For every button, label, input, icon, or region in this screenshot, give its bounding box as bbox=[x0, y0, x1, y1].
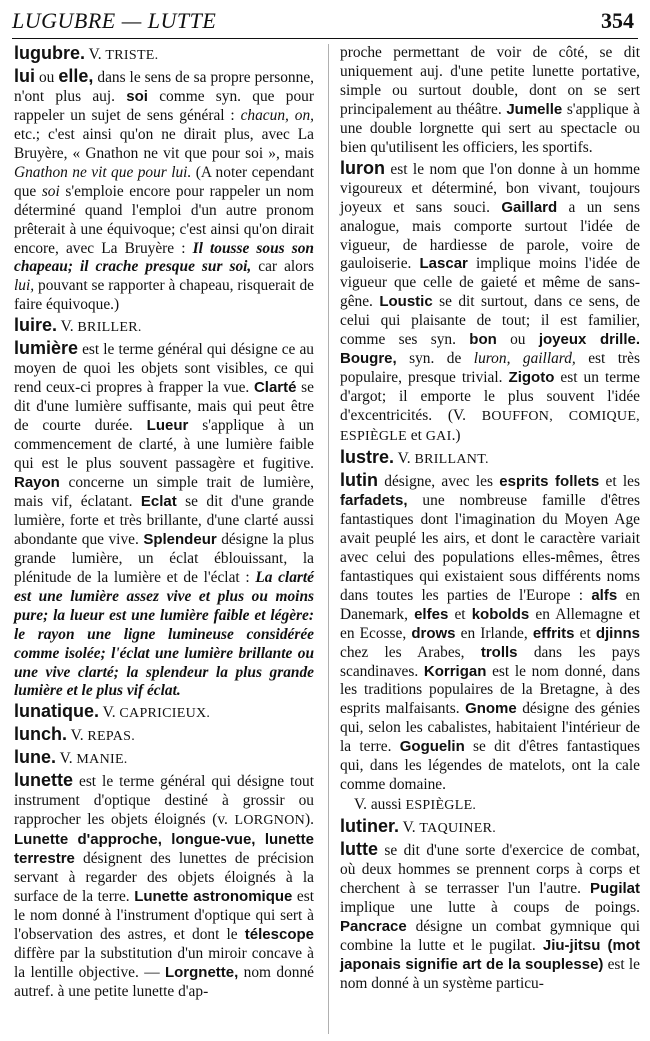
synonym: Lascar bbox=[419, 255, 468, 273]
running-head bbox=[12, 6, 638, 39]
synonym: Eclat bbox=[140, 492, 177, 510]
right-column bbox=[340, 44, 640, 995]
italic-term: chacun, on, bbox=[240, 106, 314, 124]
synonym: drows bbox=[411, 624, 456, 642]
synonym: Lueur bbox=[146, 417, 189, 435]
cross-reference: MANIE. bbox=[76, 752, 128, 768]
headword: lunch. bbox=[14, 724, 67, 745]
synonym: alfs bbox=[591, 586, 618, 604]
headword: elle, bbox=[58, 65, 94, 86]
cross-reference: LORGNON bbox=[234, 813, 306, 829]
synonym: Jiu-jitsu bbox=[542, 936, 601, 954]
entry-lunette-continued: proche permettant de voir de côté, se dit uniquement auj. d'une petite lunette portative, simple ou surtout double, dont on se sert principalement au théâtre. Jumelle s'applique à une double lorgnette qui sert au spectacle ou bien qu'utilisent les officiers, les sportifs. bbox=[340, 44, 640, 156]
synonym: kobolds bbox=[471, 605, 530, 623]
entry-lunatique: lunatique. V. CAPRICIEUX. bbox=[14, 701, 211, 722]
italic-term: lui, bbox=[14, 277, 35, 295]
italic-term: soi bbox=[41, 182, 60, 200]
synonym: Bougre, bbox=[340, 350, 397, 368]
entry-lutin: lutin désigne, avec les esprits follets et les farfadets, une nombreuse famille d'êtres fantastiques dont l'imagination du Moyen Age avait peuplé les airs, et dont le caractère variait avec celui des populations elles-mêmes, êtres fantastiques qui existaient sous différents noms dans toutes les parties de l'Europe : alfs en Danemark, elfes et kobolds en Allemagne et en Ecosse, drows en Irlande, effrits et djinns chez les Arabes, trolls dans les pays scandinaves. Korrigan est le nom donné, dans les traditions populaires de la Bretagne, à des esprits malfaisants. Gnome désigne des génies qui, selon les cabalistes, habitaient l'intérieur de la terre. Goguelin se dit d'êtres fantastiques qui, dans les légendes de matelots, ont la cale comme domaine. bbox=[340, 469, 641, 794]
headword: lugubre. bbox=[14, 43, 85, 63]
cross-reference: CAPRICIEUX. bbox=[119, 706, 211, 722]
synonym: farfadets, bbox=[340, 491, 408, 509]
entry-luron: luron est le nom que l'on donne à un homme vigoureux et déterminé, bon vivant, toujours joyeux et sans souci. Gaillard a un sens analogue, mais comporte surtout l'idée de vigueur, de hardiesse de parole, voire de gauloiserie. Lascar implique moins l'idée de vigueur que celle de gaieté et même de sans-gêne. Loustic se dit surtout, dans ce sens, de celui qui plaisante de tout; il est familier, comme ses syn. bon ou joyeux drille. Bougre, syn. de luron, gaillard, est très populaire, presque trivial. Zigoto est un terme d'argot; il emporte le plus souvent l'idée d'excentricités. (V. BOUFFON, COMIQUE, ESPIÈGLE et GAI.) bbox=[340, 157, 641, 445]
headword: lui bbox=[14, 65, 35, 86]
entry-lune: lune. V. MANIE. bbox=[14, 747, 128, 768]
synonym-note: (mot japonais signifie art de la souplesse) bbox=[340, 936, 640, 973]
synonym: soi bbox=[126, 87, 148, 105]
entry-lutiner: lutiner. V. TAQUINER. bbox=[340, 816, 497, 837]
synonym: Lunette astronomique bbox=[134, 887, 293, 905]
cross-reference: TAQUINER. bbox=[419, 821, 497, 837]
headword: luron bbox=[340, 157, 385, 178]
entry-luire: luire. V. BRILLER. bbox=[14, 315, 142, 336]
headword: lune. bbox=[14, 747, 57, 768]
headword: lutte bbox=[340, 839, 378, 860]
entry-lumiere: lumière est le terme général qui désigne ce au moyen de quoi les objets sont visibles, ce qui rend ceux-ci propres à frapper la vue. Clarté se dit d'une lumière suffisante, mais qui peut être de courte durée. Lueur s'applique à un commencement de clarté, à une lumière faible qui est le plus souvent passagère et fugitive. Rayon concerne un simple trait de lumière, mais vif, éclatant. Eclat se dit d'une grande lumière, forte et très brillante, d'une clarté aussi abondante que vive. Splendeur désigne la plus grande lumière, un éclat éblouissant, la plénitude de la lumière et de l'éclat : La clarté est une lumière assez vive et plus ou moins pure; la lueur est une lumière faible et légère: le rayon une ligne lumineuse considérée comme isolée; l'éclat une lumière brillante ou une vive clarté; la splendeur la plus grande lumière et le plus vif éclat. bbox=[14, 338, 314, 700]
entry-lunette: lunette est le terme général qui désigne tout instrument d'optique destiné à grossir ou rapprocher les objets éloignés (v. LORGNON). Lunette d'approche, longue-vue, lunette terrestre désignent des lunettes de précision servant à regarder des objets éloignés à la surface de la terre. Lunette astronomique est le nom donné à l'instrument d'optique qui sert à l'observation des astres, et dont le télescope diffère par la substitution d'un miroir concave à la lentille objective. — Lorgnette, nom donné autref. à une petite lunette d'ap- bbox=[14, 770, 314, 1000]
left-column bbox=[14, 44, 314, 1003]
cross-reference: GAI bbox=[425, 429, 452, 445]
synonym: Gaillard bbox=[501, 198, 558, 216]
synonym: Lunette d'approche, longue-vue, lunette terrestre bbox=[14, 831, 314, 868]
see-also: V. aussi ESPIÈGLE. bbox=[354, 796, 477, 814]
synonym: Loustic bbox=[379, 293, 433, 311]
synonym: effrits bbox=[532, 624, 575, 642]
example-quote: Il tousse sous son chapeau; il crache presque sur soi, bbox=[14, 239, 314, 276]
synonym: télescope bbox=[244, 925, 314, 943]
synonym: joyeux drille. bbox=[538, 331, 640, 349]
page-title: LUGUBRE — LUTTE bbox=[12, 8, 217, 33]
italic-quote: Gnathon ne vit que pour lui. bbox=[14, 163, 192, 181]
entry-lui: lui ou elle, dans le sens de sa propre personne, n'ont plus auj. soi comme syn. que pour rappeler un sujet de sens général : chacun, on, etc.; c'est ainsi qu'on ne dirait plus, avec La Bruyère, « Gnathon ne vit que pour soi », mais Gnathon ne vit que pour lui. (A noter cependant que soi s'emploie encore pour rappeler un nom déterminé quand l'emploi d'un autre pronom prêterait à une équivoque; c'est ainsi qu'on dirait encore, avec La Bruyère : Il tousse sous son chapeau; il crache presque sur soi, car alors lui, pouvant se rapporter à chapeau, risquerait de faire équivoque.) bbox=[14, 65, 315, 314]
cross-reference: BRILLANT. bbox=[414, 452, 489, 468]
headword: lunatique. bbox=[14, 701, 99, 722]
synonym: elfes bbox=[414, 605, 449, 623]
column-divider bbox=[328, 44, 329, 1034]
page-number: 354 bbox=[601, 8, 634, 33]
headword: lutiner. bbox=[340, 816, 400, 837]
headword: lustre. bbox=[340, 447, 395, 468]
headword: luire. bbox=[14, 315, 58, 336]
cross-reference: BOUFFON, COMIQUE, ESPIÈGLE bbox=[340, 409, 640, 445]
synonym: Lorgnette, bbox=[164, 963, 239, 981]
synonym: Zigoto bbox=[508, 369, 555, 387]
synonym: Splendeur bbox=[143, 530, 217, 548]
synonym: bon bbox=[469, 331, 497, 349]
synonym: Gnome bbox=[465, 700, 517, 718]
synonym: Goguelin bbox=[399, 738, 465, 756]
entry-lugubre: lugubre. V. TRISTE. bbox=[14, 43, 159, 63]
synonym: esprits follets bbox=[499, 472, 600, 490]
entry-lustre: lustre. V. BRILLANT. bbox=[340, 447, 489, 468]
cross-reference: BRILLER. bbox=[77, 320, 142, 336]
synonym: Jumelle bbox=[506, 100, 563, 118]
example-quote: La clarté est une lumière assez vive et plus ou moins pure; la lueur est une lumière faible et légère: le rayon une ligne lumineuse considérée comme isolée; l'éclat une lumière brillante ou une vive clarté; la splendeur la plus grande lumière et le plus vif éclat. bbox=[14, 568, 314, 700]
synonym: Pugilat bbox=[589, 879, 640, 897]
synonym: Rayon bbox=[14, 473, 60, 491]
synonym: trolls bbox=[480, 643, 518, 661]
synonym: Pancrace bbox=[340, 917, 407, 935]
cross-reference: REPAS. bbox=[87, 729, 135, 745]
cross-reference: TRISTE. bbox=[105, 48, 159, 63]
headword: lumière bbox=[14, 338, 79, 359]
italic-term: luron, gaillard, bbox=[473, 350, 576, 368]
headword: lutin bbox=[340, 469, 378, 490]
synonym: Clarté bbox=[253, 379, 297, 397]
synonym: Korrigan bbox=[423, 662, 487, 680]
synonym: djinns bbox=[595, 624, 640, 642]
cross-reference: ESPIÈGLE. bbox=[405, 798, 477, 814]
entry-lutte: lutte se dit d'une sorte d'exercice de combat, où deux hommes se prennent corps à corps et cherchent à se terrasser l'un l'autre. Pugilat implique une lutte à coups de poings. Pancrace désigne un combat gymnique qui combine la lutte et le pugilat. Jiu-jitsu (mot japonais signifie art de la souplesse) est le nom donné à un système particu- bbox=[340, 839, 640, 992]
headword: lunette bbox=[14, 770, 74, 791]
entry-lunch: lunch. V. REPAS. bbox=[14, 724, 135, 745]
